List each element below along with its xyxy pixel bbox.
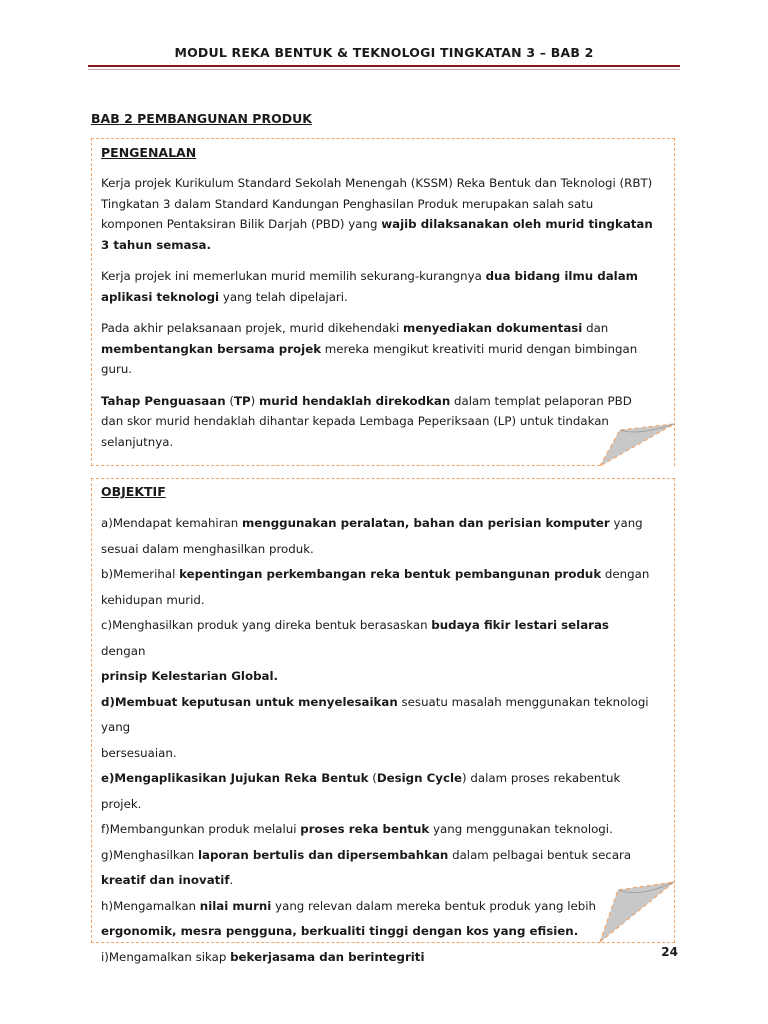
chapter-title: BAB 2 PEMBANGUNAN PRODUK: [91, 111, 312, 126]
objective-d-line-1: [101, 690, 654, 741]
bold-text: ergonomik, mesra pengguna, berkualiti tinggi dengan kos yang efisien.: [101, 924, 579, 938]
text: yang menggunakan teknologi.: [429, 822, 613, 836]
header-rule-thick: [88, 65, 680, 67]
bold-text: wajib dilaksanakan oleh murid tingkatan 3 tahun semasa.: [101, 217, 653, 252]
text: b)Memerihal: [101, 567, 180, 581]
text: f)Membangunkan produk melalui: [101, 822, 301, 836]
bold-text: kepentingan perkembangan reka bentuk pembangunan produk: [179, 567, 602, 581]
bold-text: laporan bertulis dan dipersembahkan: [197, 847, 449, 862]
bold-text: proses reka bentuk: [300, 822, 430, 836]
text: (: [225, 393, 234, 408]
text: ) dalam proses rekabentuk projek.: [101, 771, 621, 811]
bold-text: membentangkan bersama projek: [101, 341, 322, 356]
objective-c-line-2: [101, 664, 654, 690]
objective-h-line-2: [101, 919, 654, 945]
bold-text: budaya fikir lestari selaras: [431, 618, 609, 632]
text: ): [250, 393, 260, 408]
text: kehidupan murid.: [101, 592, 205, 607]
text: dan: [582, 321, 609, 335]
pengenalan-paragraph-3: [101, 318, 654, 380]
bold-text: menyediakan dokumentasi: [403, 321, 583, 335]
text: dengan: [601, 567, 650, 581]
pengenalan-box: [91, 138, 675, 466]
bold-text: nilai murni: [199, 898, 272, 913]
text: Pada akhir pelaksanaan projek, murid dikehendaki: [101, 321, 404, 335]
bold-text: menggunakan peralatan, bahan dan perisian komputer: [242, 516, 610, 530]
text: Kerja projek ini memerlukan murid memilih sekurang-kurangnya: [101, 269, 486, 283]
objective-g-line-2: [101, 868, 654, 894]
text: .: [229, 873, 234, 887]
bold-text: e)Mengaplikasikan Jujukan Reka Bentuk: [101, 771, 369, 785]
objektif-title: OBJEKTIF: [101, 484, 166, 499]
page-number: 24: [661, 945, 678, 959]
text: mereka mengikut kreativiti murid dengan bimbingan guru.: [101, 341, 638, 376]
objective-a-line-1: [101, 511, 654, 537]
text: g)Menghasilkan: [101, 847, 198, 862]
text: yang: [609, 516, 643, 530]
objective-i-line-1: [101, 945, 654, 971]
bold-text: Tahap Penguasaan: [101, 393, 226, 408]
text: Kerja projek Kurikulum Standard Sekolah Menengah (KSSM) Reka Bentuk dan Teknologi (RBT) Tingkatan 3 dalam Standard Kandungan Penghasilan Produk merupakan salah satu komponen Pentaksiran Bilik Darjah (PBD) yang: [101, 176, 653, 231]
text: (: [368, 771, 377, 785]
page-curl-icon: [598, 880, 676, 944]
text: c)Menghasilkan produk yang direka bentuk berasaskan: [101, 618, 432, 632]
objective-b-line-1: [101, 562, 654, 588]
objective-f-line-1: [101, 817, 654, 843]
objective-d-line-2: [101, 741, 654, 767]
objective-c-line-1: [101, 613, 654, 664]
objective-g-line-1: [101, 843, 654, 869]
bold-text: murid hendaklah direkodkan: [259, 393, 451, 408]
text: sesuai dalam menghasilkan produk.: [101, 541, 314, 556]
pengenalan-paragraph-2: [101, 266, 654, 307]
text: a)Mendapat kemahiran: [101, 516, 243, 530]
bold-text: dua bidang ilmu dalam aplikasi teknologi: [101, 269, 638, 304]
page-curl-icon: [598, 422, 676, 468]
header-title: MODUL REKA BENTUK & TEKNOLOGI TINGKATAN 3 – BAB 2: [174, 45, 594, 60]
objective-a-line-2: [101, 537, 654, 563]
text: bersesuaian.: [101, 745, 177, 760]
pengenalan-paragraph-1: [101, 173, 654, 255]
text: dalam pelbagai bentuk secara: [448, 847, 632, 862]
text: dengan: [101, 643, 146, 658]
text: i)Mengamalkan sikap: [101, 949, 231, 964]
bold-text: prinsip Kelestarian Global.: [101, 669, 279, 683]
bold-text: kreatif dan inovatif: [101, 873, 230, 887]
text: dalam templat pelaporan PBD dan skor murid hendaklah dihantar kepada Lembaga Peperiksaan (LP) untuk tindakan selanjutnya.: [101, 393, 632, 449]
bold-text: Design Cycle: [376, 771, 463, 785]
text: yang relevan dalam mereka bentuk produk yang lebih: [271, 898, 596, 913]
text: yang telah dipelajari.: [219, 289, 348, 304]
bold-text: TP: [233, 393, 251, 408]
bold-text: d)Membuat keputusan untuk menyelesaikan: [101, 694, 398, 709]
bold-text: bekerjasama dan berintegriti: [230, 949, 425, 964]
objective-b-line-2: [101, 588, 654, 614]
objective-e-line-1: [101, 766, 654, 817]
text: h)Mengamalkan: [101, 898, 200, 913]
pengenalan-title: PENGENALAN: [101, 145, 197, 160]
objective-h-line-1: [101, 894, 654, 920]
header-rule-thin: [88, 69, 680, 70]
text: sesuatu masalah menggunakan teknologi yang: [101, 694, 649, 734]
pengenalan-paragraph-4: [101, 391, 654, 453]
